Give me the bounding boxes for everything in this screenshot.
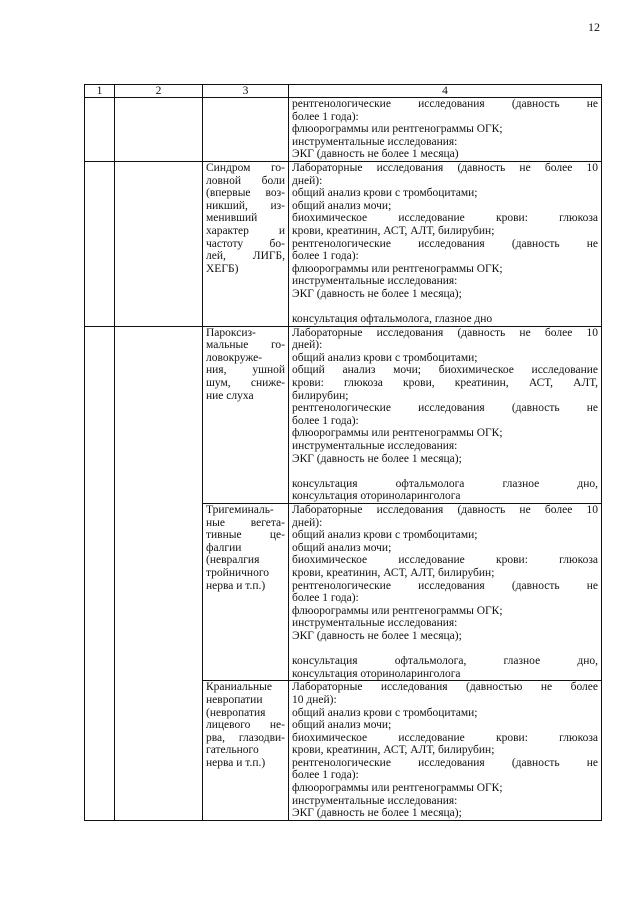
cell-col-1 bbox=[85, 161, 115, 326]
service-line: общий анализ мочи; bbox=[292, 719, 392, 732]
service-line: общий анализ крови с тромбоцитами; bbox=[292, 351, 478, 364]
condition-line: характер и bbox=[206, 224, 285, 237]
service-line: биохимическое исследование крови: глюкоза bbox=[292, 731, 598, 744]
service-line: Лабораторные исследования (давность не более 10 bbox=[292, 504, 598, 516]
condition-line: мальные го- bbox=[206, 339, 285, 352]
service-line: рентгенологические исследования (давность не bbox=[292, 756, 598, 769]
condition-line: тройничного bbox=[206, 566, 269, 579]
service-line: общий анализ мочи; биохимическое исследование bbox=[292, 364, 598, 377]
service-line: инструментальные исследования: bbox=[292, 794, 458, 807]
service-line: ЭКГ (давность не более 1 месяца) bbox=[292, 148, 459, 161]
condition-cell bbox=[203, 161, 289, 326]
service-line: консультация оториноларинголога bbox=[292, 667, 461, 680]
cell-col-1 bbox=[85, 326, 115, 820]
services-cell bbox=[289, 326, 602, 503]
service-line: более 1 года): bbox=[292, 250, 359, 263]
condition-cell bbox=[203, 681, 289, 821]
page-number: 12 bbox=[588, 20, 600, 34]
service-line: флюорограммы или рентгенограммы ОГК; bbox=[292, 427, 503, 440]
service-line: консультация офтальмолога, глазное дно, bbox=[292, 655, 598, 668]
table-row bbox=[85, 161, 602, 326]
service-line: рентгенологические исследования (давность не bbox=[292, 402, 598, 415]
service-line: общий анализ мочи; bbox=[292, 541, 392, 554]
service-line: инструментальные исследования: bbox=[292, 440, 458, 453]
service-line: ЭКГ (давность не более 1 месяца); bbox=[292, 452, 462, 465]
service-line: Лабораторные исследования (давность не более 10 bbox=[292, 161, 598, 174]
services-table bbox=[84, 84, 602, 821]
services-cell bbox=[289, 681, 602, 821]
condition-line: ловной боли bbox=[206, 174, 285, 187]
service-line: общий анализ крови с тромбоцитами; bbox=[292, 706, 478, 719]
blank-line bbox=[292, 643, 598, 656]
service-line: общий анализ крови с тромбоцитами; bbox=[292, 187, 478, 200]
condition-line: нерва и т.п.) bbox=[206, 579, 266, 592]
cell-col-1 bbox=[85, 98, 115, 162]
condition-line: ХЕГБ) bbox=[206, 262, 239, 275]
table-row bbox=[85, 98, 602, 162]
service-line: биохимическое исследование крови: глюкоза bbox=[292, 554, 598, 567]
service-line: ЭКГ (давность не более 1 месяца); bbox=[292, 287, 462, 300]
condition-line: Синдром го- bbox=[206, 161, 285, 174]
service-line: общий анализ крови с тромбоцитами; bbox=[292, 529, 478, 542]
service-line: дней): bbox=[292, 339, 323, 352]
service-line: инструментальные исследования: bbox=[292, 275, 458, 288]
table-row bbox=[85, 326, 602, 503]
condition-line: ние слуха bbox=[206, 389, 254, 402]
service-line: более 1 года): bbox=[292, 110, 359, 123]
condition-line: ния, ушной bbox=[206, 364, 285, 377]
condition-line: менивший bbox=[206, 212, 258, 225]
service-line: рентгенологические исследования (давность не bbox=[292, 237, 598, 250]
cell-col-2 bbox=[115, 326, 203, 820]
services-cell bbox=[289, 98, 602, 162]
condition-cell bbox=[203, 504, 289, 681]
condition-line: частоту бо- bbox=[206, 237, 285, 250]
service-line: консультация оториноларинголога bbox=[292, 490, 461, 503]
service-line: крови: глюкоза крови, креатинин, АСТ, АЛТ, bbox=[292, 377, 598, 390]
header-col-3: 3 bbox=[203, 85, 289, 98]
header-col-4: 4 bbox=[289, 85, 602, 98]
service-line: инструментальные исследования: bbox=[292, 135, 458, 148]
table-header-row bbox=[85, 85, 602, 98]
service-line: крови, креатинин, АСТ, АЛТ, билирубин; bbox=[292, 566, 495, 579]
service-line: 10 дней): bbox=[292, 693, 337, 706]
header-col-1: 1 bbox=[85, 85, 115, 98]
service-line: рентгенологические исследования (давность не bbox=[292, 98, 598, 110]
condition-line: фалгии bbox=[206, 541, 242, 554]
condition-line: Пароксиз- bbox=[206, 326, 256, 339]
services-cell bbox=[289, 504, 602, 681]
service-line: ЭКГ (давность не более 1 месяца); bbox=[292, 807, 462, 820]
condition-line: нерва и т.п.) bbox=[206, 756, 266, 769]
blank-line bbox=[292, 301, 598, 314]
service-line: билирубин; bbox=[292, 389, 349, 402]
service-line: крови, креатинин, АСТ, АЛТ, билирубин; bbox=[292, 224, 495, 237]
service-line: Лабораторные исследования (давность не более 10 bbox=[292, 326, 598, 339]
condition-line: шум, сниже- bbox=[206, 377, 285, 390]
service-line: общий анализ мочи; bbox=[292, 199, 392, 212]
service-line: более 1 года): bbox=[292, 414, 359, 427]
service-line: Лабораторные исследования (давностью не более bbox=[292, 681, 598, 694]
condition-line: рва, глазодви- bbox=[206, 731, 285, 744]
service-line: флюорограммы или рентгенограммы ОГК; bbox=[292, 604, 503, 617]
condition-cell bbox=[203, 98, 289, 162]
service-line: консультация офтальмолога глазное дно, bbox=[292, 477, 598, 490]
condition-line: лей, ЛИГБ, bbox=[206, 250, 285, 263]
service-line: ЭКГ (давность не более 1 месяца); bbox=[292, 629, 462, 642]
service-line: дней): bbox=[292, 174, 323, 187]
service-line: флюорограммы или рентгенограммы ОГК; bbox=[292, 123, 503, 136]
condition-line: (впервые воз- bbox=[206, 187, 285, 200]
service-line: более 1 года): bbox=[292, 592, 359, 605]
service-line: флюорограммы или рентгенограммы ОГК; bbox=[292, 782, 503, 795]
condition-line: гательного bbox=[206, 744, 259, 757]
blank-line bbox=[292, 465, 598, 478]
condition-line: тивные це- bbox=[206, 529, 285, 542]
condition-line: Краниальные bbox=[206, 681, 273, 694]
service-line: инструментальные исследования: bbox=[292, 617, 458, 630]
condition-cell bbox=[203, 326, 289, 503]
service-line: более 1 года): bbox=[292, 769, 359, 782]
header-col-2: 2 bbox=[115, 85, 203, 98]
service-line: консультация офтальмолога, глазное дно bbox=[292, 313, 493, 326]
condition-line: Тригеминаль- bbox=[206, 504, 274, 516]
condition-line: невропатии bbox=[206, 693, 263, 706]
condition-line: никший, из- bbox=[206, 199, 285, 212]
condition-line: лицевого не- bbox=[206, 719, 285, 732]
services-cell bbox=[289, 161, 602, 326]
cell-col-2 bbox=[115, 161, 203, 326]
service-line: биохимическое исследование крови: глюкоза bbox=[292, 212, 598, 225]
service-line: дней): bbox=[292, 516, 323, 529]
service-line: крови, креатинин, АСТ, АЛТ, билирубин; bbox=[292, 744, 495, 757]
condition-line: (невропатия bbox=[206, 706, 266, 719]
condition-line: ные вегета- bbox=[206, 516, 285, 529]
service-line: флюорограммы или рентгенограммы ОГК; bbox=[292, 262, 503, 275]
condition-line: ловокруже- bbox=[206, 351, 263, 364]
cell-col-2 bbox=[115, 98, 203, 162]
service-line: рентгенологические исследования (давность не bbox=[292, 579, 598, 592]
condition-line: (невралгия bbox=[206, 554, 260, 567]
